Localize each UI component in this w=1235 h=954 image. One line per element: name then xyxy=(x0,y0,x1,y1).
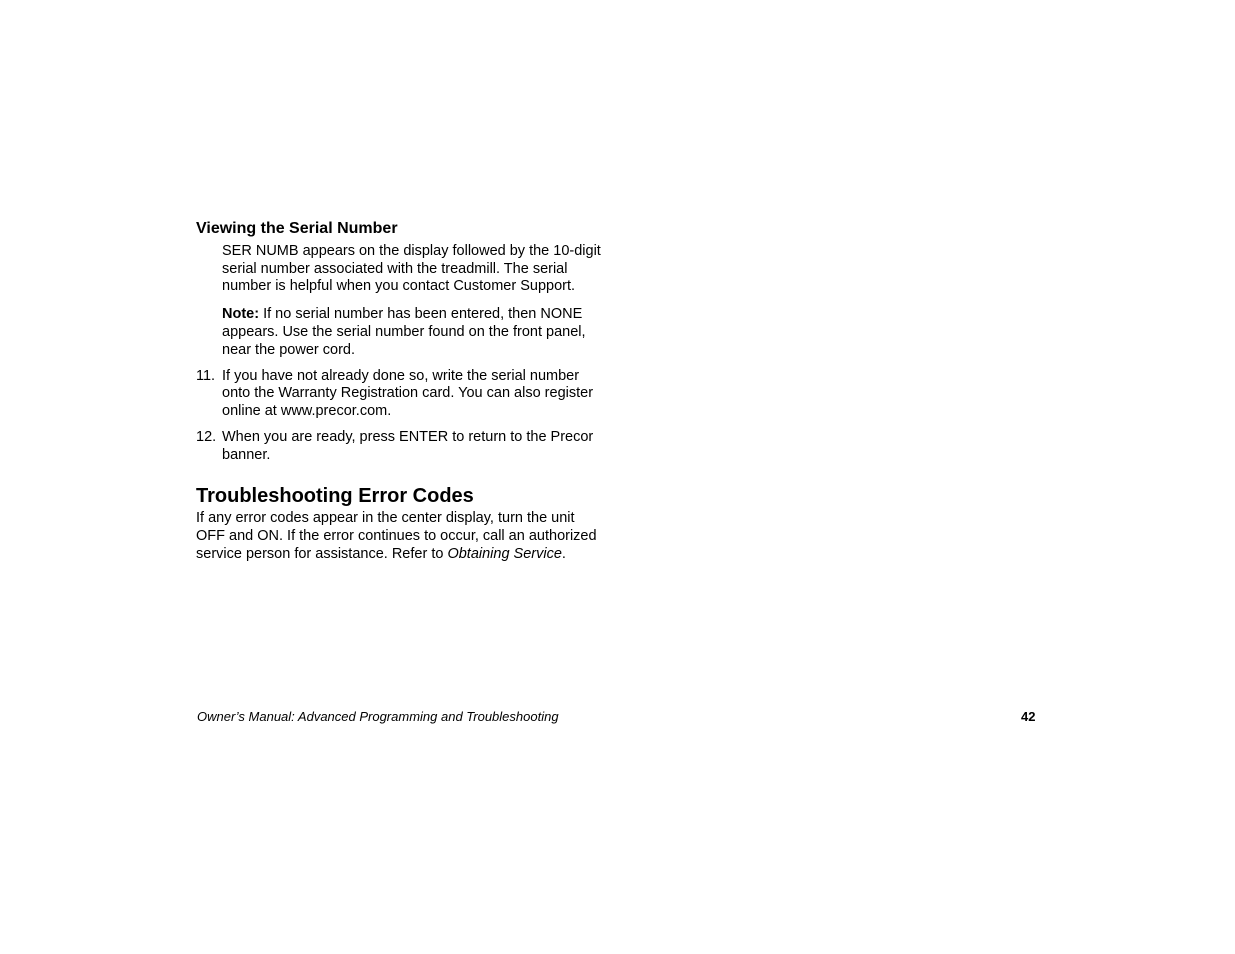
list-item xyxy=(196,429,606,464)
serial-number-intro-paragraph: SER NUMB appears on the display followed by the 10-digit serial number associated with the treadmill. The serial number is helpful when you contact Customer Support. xyxy=(222,243,601,294)
step-text: When you are ready, press ENTER to return to the Precor banner. xyxy=(222,429,594,463)
step-number: 11. xyxy=(196,367,216,384)
section-heading: Troubleshooting Error Codes xyxy=(196,485,474,507)
error-codes-paragraph xyxy=(196,509,606,563)
page-number: 42 xyxy=(1021,709,1036,724)
step-number: 12. xyxy=(196,429,217,445)
error-codes-text-end: . xyxy=(561,546,566,562)
note-text: If no serial number has been entered, then NONE appears. Use the serial number found on the front panel, near the power cord. xyxy=(222,305,586,358)
error-codes-text: If any error codes appear in the center display, turn the unit OFF and ON. If the error continues to occur, call an authorized service person for assistance. Refer to xyxy=(196,510,597,562)
subsection-body xyxy=(222,243,606,359)
list-item xyxy=(196,368,606,421)
step-list xyxy=(196,368,606,465)
obtaining-service-reference: Obtaining Service xyxy=(447,546,562,562)
note-label: Note: xyxy=(222,305,260,322)
step-text: If you have not already done so, write the serial number onto the Warranty Registration card. You can also register online at www.precor.com. xyxy=(222,367,594,419)
footer-title: Owner’s Manual: Advanced Programming and Troubleshooting xyxy=(197,709,559,724)
page-content xyxy=(196,219,606,563)
note-paragraph xyxy=(222,305,606,359)
subsection-heading: Viewing the Serial Number xyxy=(196,220,398,237)
